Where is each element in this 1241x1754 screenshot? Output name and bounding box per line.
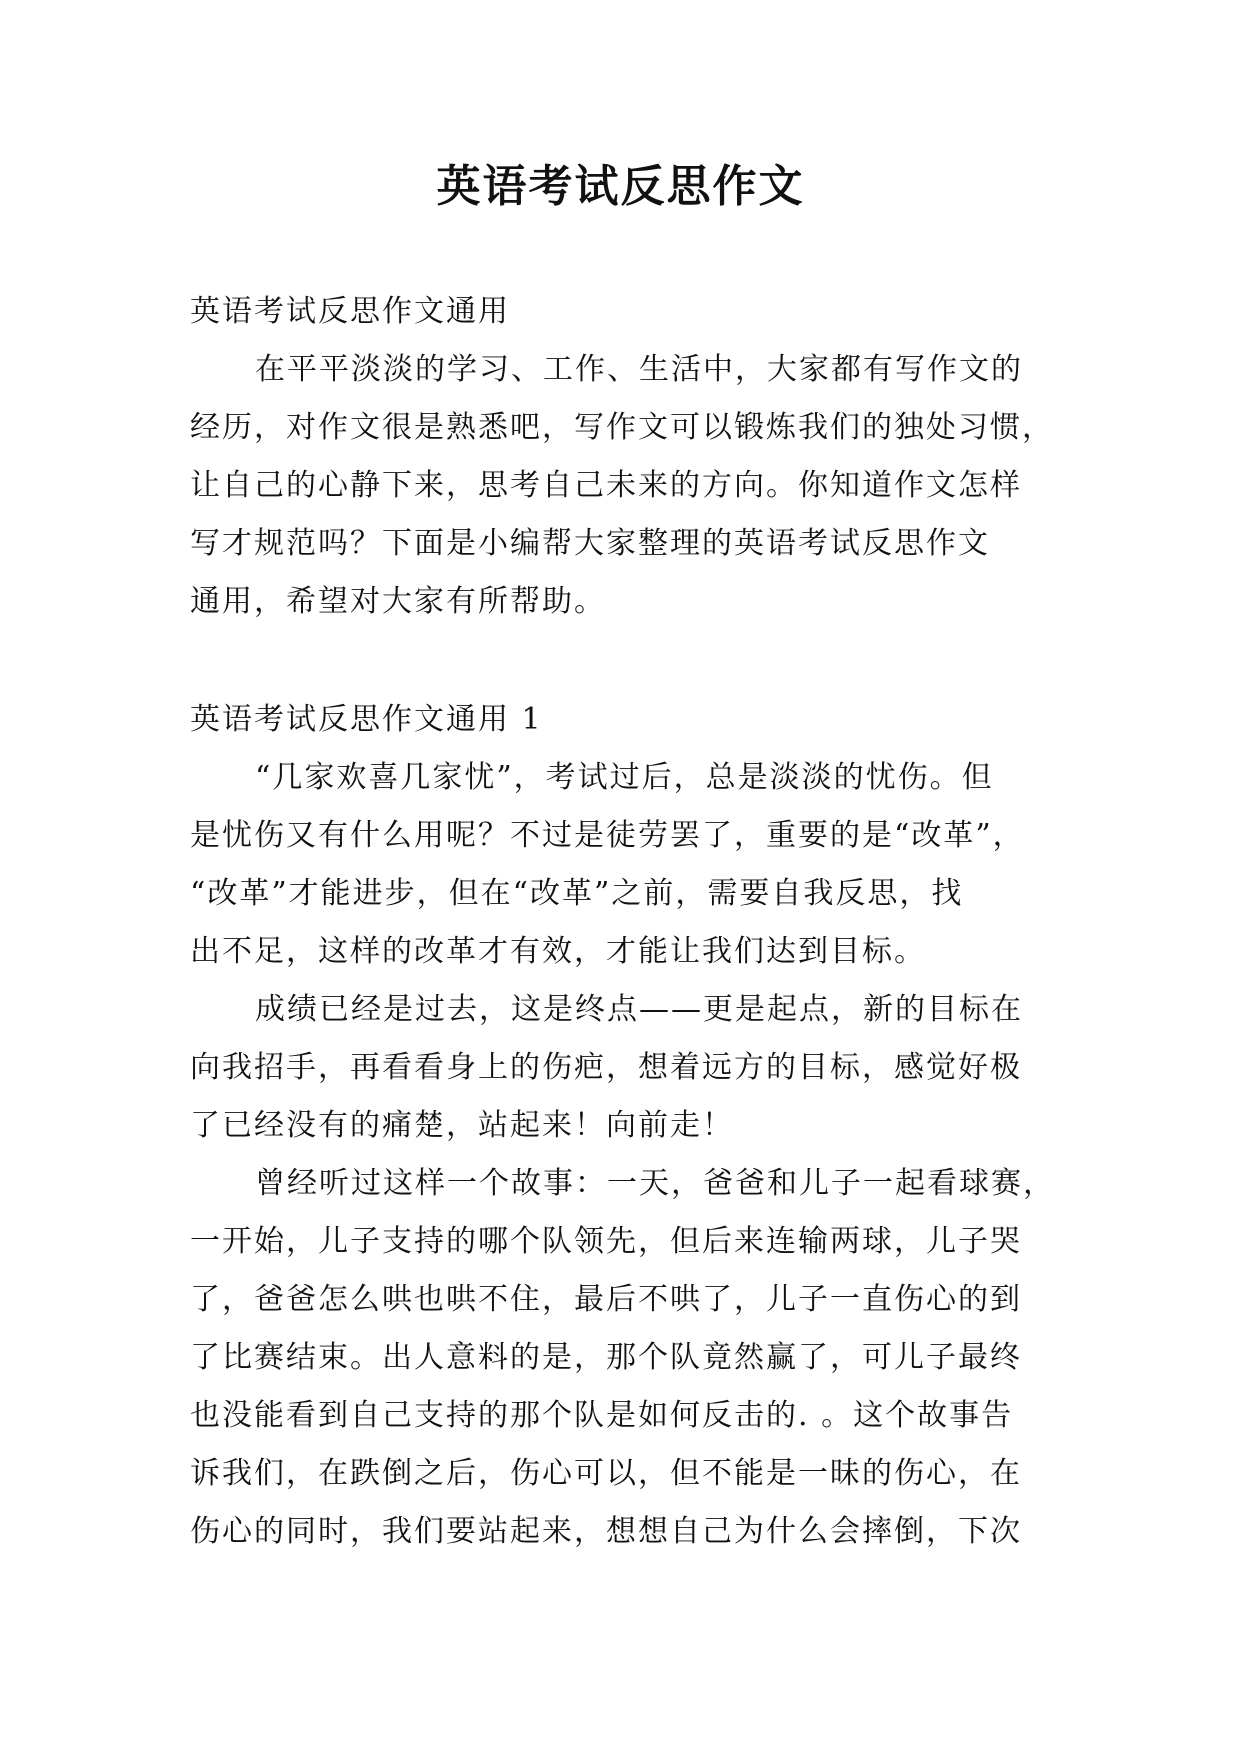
intro-heading: 英语考试反思作文通用 [190, 294, 510, 329]
paragraph-line: 写才规范吗？下面是小编帮大家整理的英语考试反思作文 [190, 526, 990, 561]
paragraph-line: 也没能看到自己支持的那个队是如何反击的. 。这个故事告 [190, 1398, 1014, 1433]
section-heading: 英语考试反思作文通用 1 [190, 702, 543, 737]
paragraph-line: 了已经没有的痛楚，站起来！向前走！ [190, 1108, 734, 1143]
paragraph-line: 是忧伤又有什么用呢？不过是徒劳罢了，重要的是“改革”， [190, 818, 1025, 853]
paragraph-line: 伤心的同时，我们要站起来，想想自己为什么会摔倒，下次 [190, 1514, 1022, 1549]
paragraph-line: 成绩已经是过去，这是终点——更是起点，新的目标在 [255, 992, 1023, 1027]
paragraph-line: 诉我们，在跌倒之后，伤心可以，但不能是一昧的伤心，在 [190, 1456, 1022, 1491]
document-title: 英语考试反思作文 [436, 161, 805, 212]
paragraph-line: 在平平淡淡的学习、工作、生活中，大家都有写作文的 [255, 352, 1023, 387]
paragraph-line: 了比赛结束。出人意料的是，那个队竟然赢了，可儿子最终 [190, 1340, 1022, 1375]
paragraph-line: 曾经听过这样一个故事：一天，爸爸和儿子一起看球赛， [255, 1166, 1055, 1201]
paragraph-line: 通用，希望对大家有所帮助。 [190, 584, 606, 619]
paragraph-line: 经历，对作文很是熟悉吧，写作文可以锻炼我们的独处习惯， [190, 410, 1054, 445]
paragraph-line: 向我招手，再看看身上的伤疤，想着远方的目标，感觉好极 [190, 1050, 1022, 1085]
paragraph-line: 了，爸爸怎么哄也哄不住，最后不哄了，儿子一直伤心的到 [190, 1282, 1022, 1317]
paragraph-line: “改革”才能进步，但在“改革”之前，需要自我反思，找 [190, 876, 964, 911]
paragraph-line: “几家欢喜几家忧”，考试过后，总是淡淡的忧伤。但 [255, 760, 994, 795]
paragraph-line: 一开始，儿子支持的哪个队领先，但后来连输两球，儿子哭 [190, 1224, 1022, 1259]
paragraph-line: 出不足，这样的改革才有效，才能让我们达到目标。 [190, 934, 926, 969]
paragraph-line: 让自己的心静下来，思考自己未来的方向。你知道作文怎样 [190, 468, 1022, 503]
